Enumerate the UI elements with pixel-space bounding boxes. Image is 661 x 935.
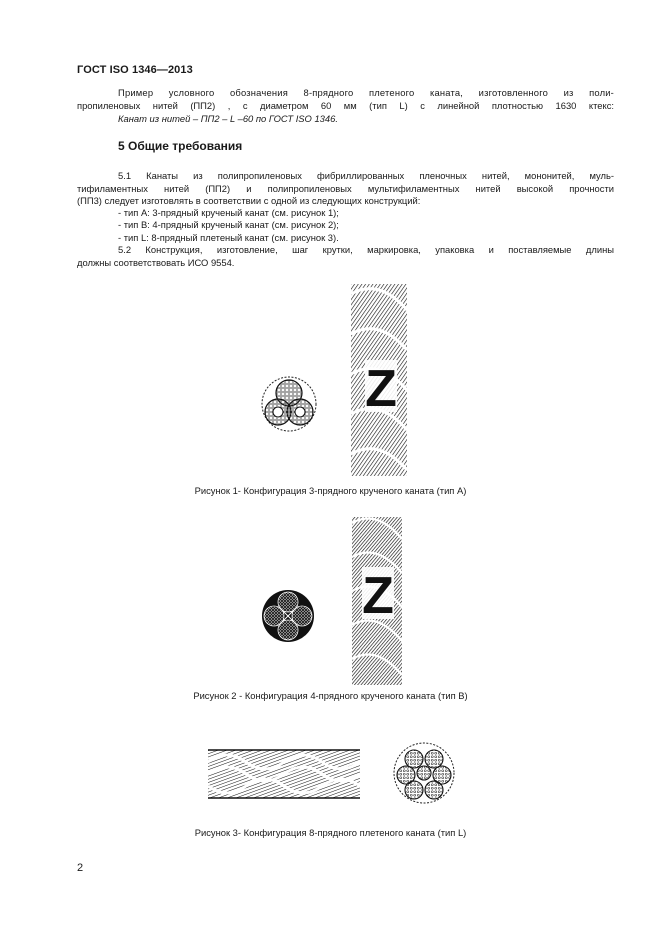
paragraph-5-2-line-2: должны соответствовать ИСО 9554. — [77, 257, 235, 268]
document-header: ГОСТ ISO 1346—2013 — [77, 64, 193, 76]
figure-2-rope-side-view — [348, 517, 406, 685]
list-item-type-a: - тип А: 3-прядный крученый канат (см. рисунок 1); — [118, 207, 339, 218]
paragraph-5-1-line-3: (ПП3) следует изготовлять в соответствии с одной из следующих конструкций: — [77, 195, 421, 206]
list-item-type-l: - тип L: 8-прядный плетеный канат (см. рисунок 3). — [118, 232, 339, 243]
figure-1-caption: Рисунок 1- Конфигурация 3-прядного крученого каната (тип А) — [194, 485, 467, 496]
example-designation: Канат из нитей – ПП2 – L –60 по ГОСТ ISO 1346. — [118, 113, 338, 124]
list-item-type-b: - тип В: 4-прядный крученый канат (см. рисунок 2); — [118, 219, 339, 230]
figure-2-caption: Рисунок 2 - Конфигурация 4-прядного крученого каната (тип В) — [193, 690, 468, 701]
example-line-1: Пример условного обозначения 8-прядного плетеного каната, изготовленного из поли- — [118, 87, 614, 98]
figure-3-rope-side-view — [208, 744, 360, 804]
paragraph-5-1-line-2: тифиламентных нитей (ПП2) и полипропиленовых мультифиламентных нитей высокой прочности — [77, 183, 614, 194]
figure-3-cross-section — [392, 741, 456, 805]
page-number: 2 — [77, 862, 84, 874]
lay-direction-label: Z — [365, 360, 397, 418]
figure-1-cross-section — [259, 374, 319, 434]
figure-1-rope-side-view — [347, 284, 411, 476]
section-heading: 5 Общие требования — [118, 139, 243, 153]
figure-2-cross-section — [261, 589, 315, 643]
figure-3-caption: Рисунок 3- Конфигурация 8-прядного плетеного каната (тип L) — [194, 827, 467, 838]
lay-direction-label: Z — [362, 567, 394, 625]
example-line-2: пропиленовых нитей (ПП2) , с диаметром 60 мм (тип L) с линейной плотностью 1630 ктекс: — [77, 100, 614, 111]
paragraph-5-1-line-1: 5.1 Канаты из полипропиленовых фибриллированных пленочных нитей, мононитей, муль- — [118, 170, 614, 181]
paragraph-5-2-line-1: 5.2 Конструкция, изготовление, шаг крутки, маркировка, упаковка и поставляемые длины — [118, 244, 614, 255]
